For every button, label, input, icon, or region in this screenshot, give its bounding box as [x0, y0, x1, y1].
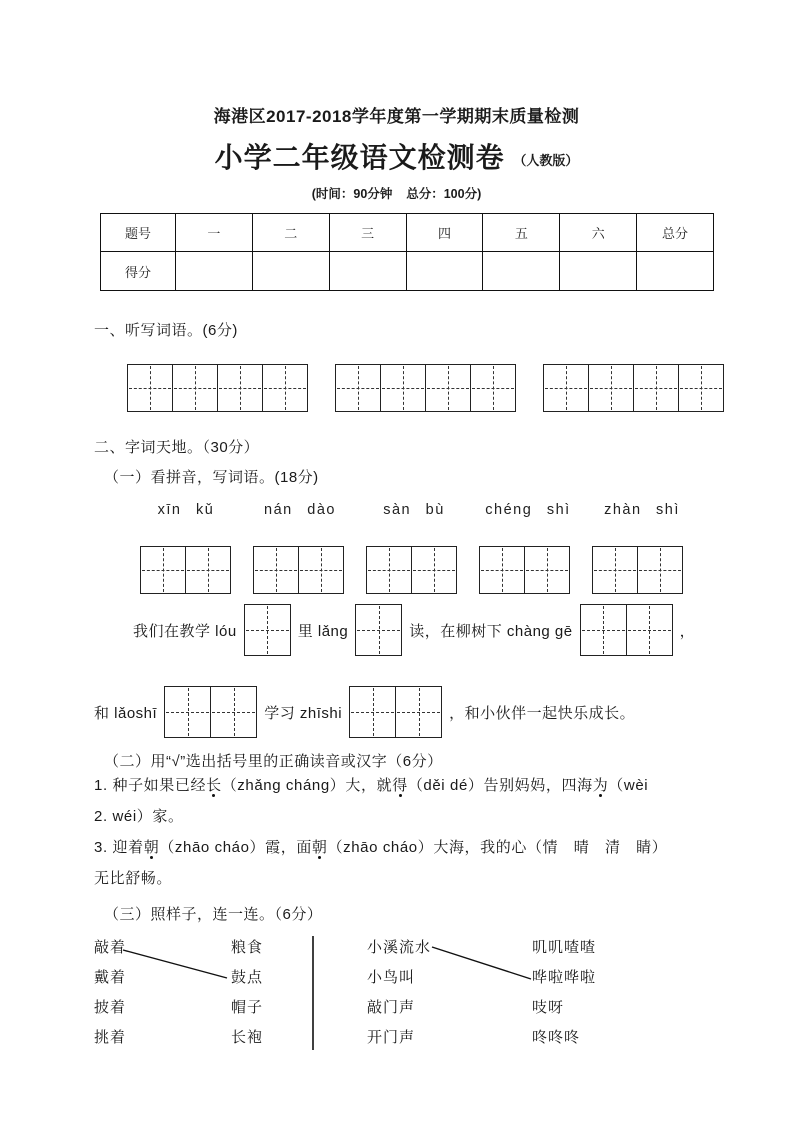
writing-grid-cell [589, 365, 634, 411]
choose-item-line [94, 775, 744, 806]
text-segment: （zhāo cháo）霞，面 [159, 839, 312, 856]
text-segment: 读，在柳树下 chàng gē [409, 622, 573, 640]
text-segment: 2. wéi）家。 [94, 808, 184, 825]
writing-grid [127, 364, 308, 412]
dictation-grid-row [127, 364, 724, 412]
writing-grid-cell [679, 365, 723, 411]
match-example-line-2 [432, 947, 531, 979]
match-item: 吱呀 [532, 999, 565, 1016]
score-table-empty-cell [252, 252, 329, 290]
writing-grid [543, 364, 724, 412]
writing-grid [355, 604, 402, 656]
writing-grid-cell [638, 547, 682, 593]
writing-grid [140, 546, 231, 594]
score-table-score-label: 得分 [124, 264, 151, 280]
match-item: 叽叽喳喳 [532, 939, 597, 956]
exam-title-district: 海港区2017-2018学年度第一学期期末质量检测 [213, 107, 580, 126]
writing-grid-cell [544, 365, 589, 411]
score-table-empty-cell [175, 252, 252, 290]
writing-grid-cell [634, 365, 679, 411]
writing-grid [253, 546, 344, 594]
emphasized-char: 朝 [311, 839, 328, 856]
score-table-header-cell: 总分 [636, 214, 713, 252]
score-table-empty-cell [559, 252, 636, 290]
text-segment: 无比舒畅。 [94, 870, 173, 887]
writing-grid-cell [581, 605, 627, 655]
writing-grid-cell [396, 687, 441, 737]
emphasized-char: 长 [206, 777, 222, 794]
writing-grid-cell [471, 365, 515, 411]
match-item: 敲着 [94, 939, 127, 956]
score-table-header-cell: 五 [482, 214, 559, 252]
writing-grid-cell [245, 605, 290, 655]
match-lines-graphic [85, 930, 655, 1065]
choose-pronunciation-block [94, 775, 744, 899]
writing-grid-cell [426, 365, 471, 411]
fill-sentence-1 [133, 604, 695, 656]
text-segment: 1. 种子如果已经 [94, 777, 207, 794]
writing-grid [349, 686, 442, 738]
score-table-empty-cell [329, 252, 406, 290]
text-segment: 3. 迎着 [94, 839, 144, 856]
match-item: 咚咚咚 [532, 1029, 581, 1046]
writing-grid-cell [350, 687, 396, 737]
score-table-header-cell: 一 [175, 214, 252, 252]
text-segment: 我们在教学 lóu [133, 622, 237, 640]
writing-grid-cell [254, 547, 299, 593]
text-segment: （wèi [608, 777, 649, 794]
score-table-header-cell: 题号 [101, 214, 175, 252]
section2-part1-heading: （一）看拼音，写词语。(18分) [104, 469, 319, 486]
writing-grid-cell [186, 547, 230, 593]
match-item: 鼓点 [231, 969, 264, 986]
writing-grid-cell [480, 547, 525, 593]
section2-heading: 二、字词天地。（30分） [94, 439, 260, 456]
section1-heading: 一、听写词语。(6分) [94, 322, 238, 339]
match-item: 戴着 [94, 969, 127, 986]
writing-grid [479, 546, 570, 594]
writing-grid-cell [381, 365, 426, 411]
pinyin-word: sàn bù [383, 502, 445, 518]
match-example-line-1 [123, 950, 227, 978]
score-table-empty-cell [482, 252, 559, 290]
emphasized-char: 得 [392, 777, 408, 794]
writing-grid-cell [165, 687, 211, 737]
writing-grid-cell [141, 547, 186, 593]
writing-grid-cell [525, 547, 569, 593]
text-segment: 和 lǎoshī [94, 704, 158, 722]
writing-grid [244, 604, 291, 656]
pinyin-word: zhàn shì [604, 502, 680, 518]
writing-grid-cell [336, 365, 381, 411]
match-item: 帽子 [231, 999, 264, 1016]
exam-title-main [0, 136, 793, 176]
pinyin-row [140, 502, 688, 518]
text-segment: （zhǎng cháng）大，就 [221, 777, 393, 794]
pinyin-word: nán dào [264, 502, 336, 518]
text-segment: ， [679, 622, 696, 640]
match-item: 粮食 [231, 939, 264, 956]
exam-meta-line: (时间：90分钟 总分：100分) [311, 187, 482, 201]
pinyin-word: chéng shì [485, 502, 571, 518]
match-item: 长袍 [231, 1029, 264, 1046]
match-item: 敲门声 [367, 999, 416, 1016]
text-segment: （děi dé）告别妈妈，四海 [407, 777, 593, 794]
writing-grid-cell [299, 547, 343, 593]
writing-grid [335, 364, 516, 412]
exam-title-main-text: 小学二年级语文检测卷 [214, 142, 505, 173]
match-item: 挑着 [94, 1029, 127, 1046]
text-segment: 学习 zhīshi [264, 704, 343, 722]
pinyin-word: xīn kǔ [157, 502, 215, 518]
writing-grid [164, 686, 257, 738]
writing-grid-cell [263, 365, 307, 411]
emphasized-char: 为 [592, 777, 609, 794]
writing-grid-cell [412, 547, 456, 593]
writing-grid [592, 546, 683, 594]
score-table-header-cell: 六 [559, 214, 636, 252]
match-item: 披着 [94, 999, 127, 1016]
word-grid-row [140, 546, 683, 594]
score-table-header-cell: 四 [406, 214, 483, 252]
match-item: 哗啦哗啦 [532, 969, 597, 986]
text-segment: ，和小伙伴一起快乐成长。 [449, 704, 636, 722]
choose-item-line [94, 868, 744, 899]
section2-part2-heading: （二）用“√”选出括号里的正确读音或汉字（6分） [104, 753, 443, 770]
match-item: 开门声 [367, 1029, 416, 1046]
writing-grid-cell [218, 365, 263, 411]
score-table-header-cell: 二 [252, 214, 329, 252]
writing-grid [366, 546, 457, 594]
writing-grid-cell [211, 687, 256, 737]
match-item: 小鸟叫 [367, 969, 416, 986]
writing-grid-cell [356, 605, 401, 655]
writing-grid-cell [128, 365, 173, 411]
fill-sentence-2 [94, 686, 635, 738]
exam-edition-label: （人教版） [513, 153, 579, 168]
writing-grid-cell [173, 365, 218, 411]
choose-item-line [94, 806, 744, 837]
section2-part3-heading: （三）照样子，连一连。（6分） [104, 906, 323, 923]
score-table-empty-cell [406, 252, 483, 290]
match-item: 小溪流水 [367, 939, 432, 956]
writing-grid-cell [627, 605, 672, 655]
score-table-header-cell: 三 [329, 214, 406, 252]
score-table [100, 213, 714, 291]
writing-grid [580, 604, 673, 656]
score-table-empty-cell [636, 252, 713, 290]
text-segment: （zhāo cháo）大海，我的心（情 晴 清 睛） [327, 839, 668, 856]
writing-grid-cell [367, 547, 412, 593]
text-segment: 里 lǎng [297, 622, 349, 640]
emphasized-char: 朝 [143, 839, 160, 856]
writing-grid-cell [593, 547, 638, 593]
choose-item-line [94, 837, 744, 868]
